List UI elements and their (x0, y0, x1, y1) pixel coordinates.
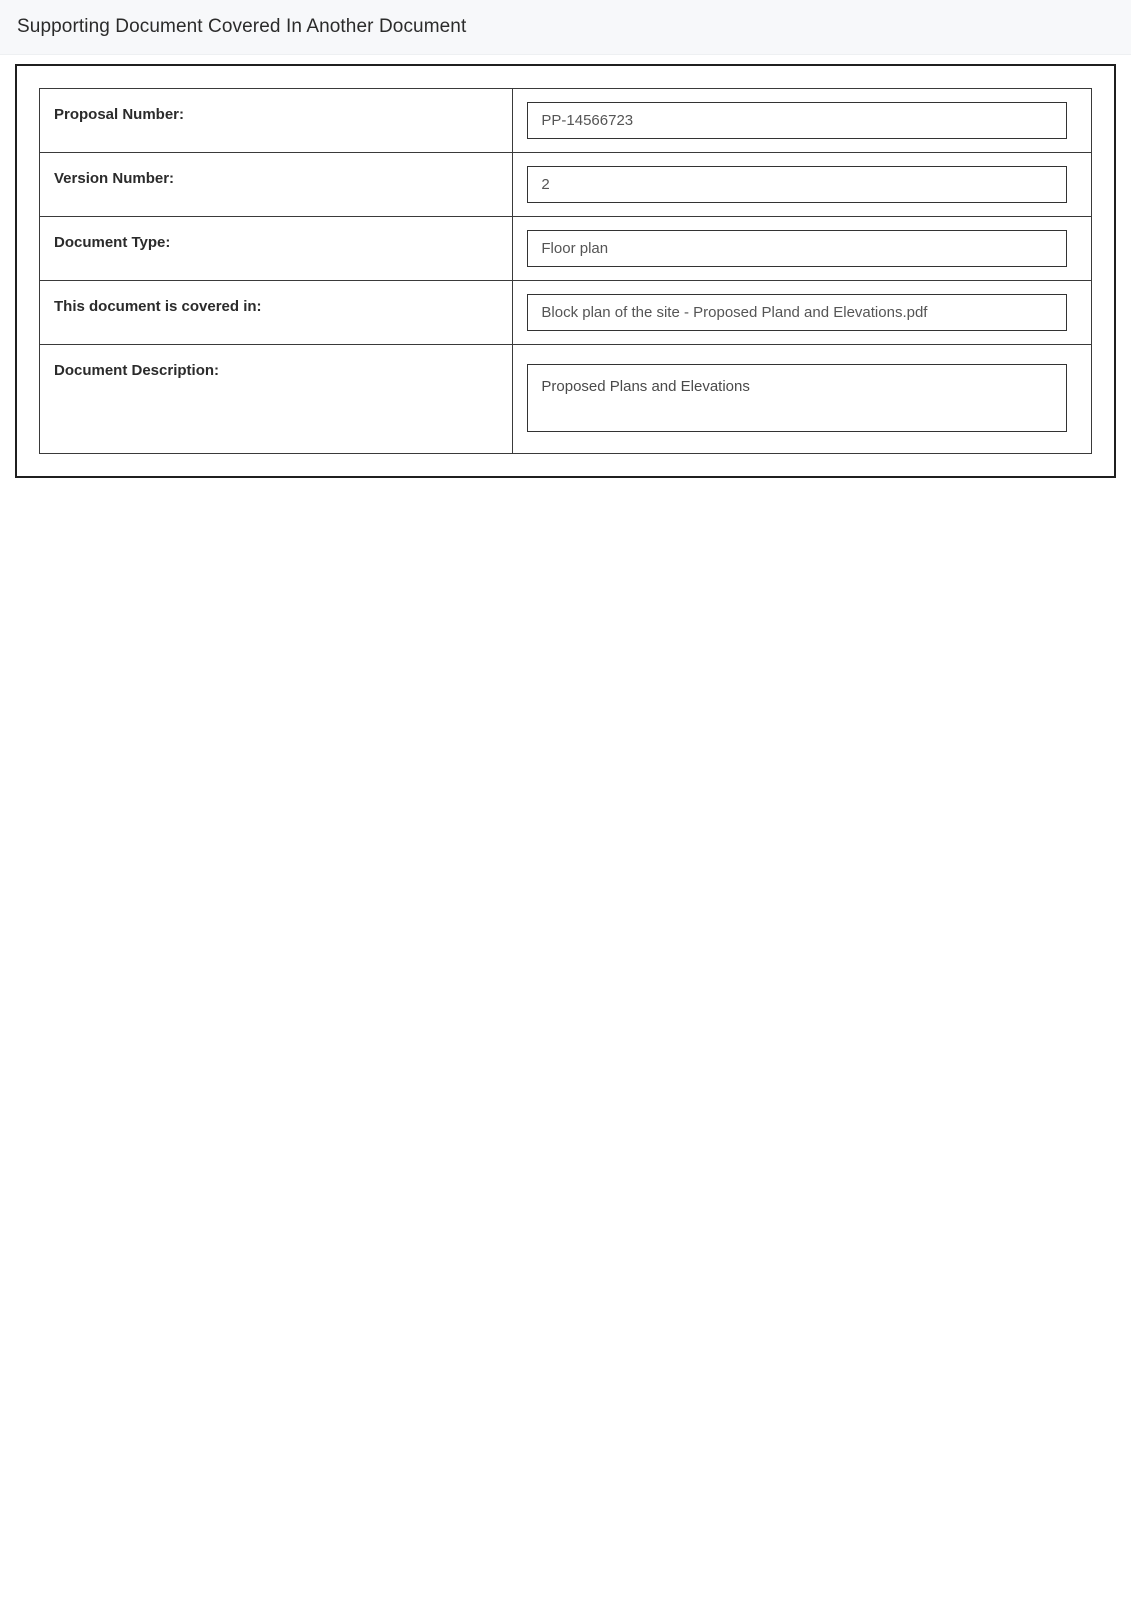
page-title: Supporting Document Covered In Another Document (17, 16, 467, 37)
table-row-version-number (40, 153, 1092, 217)
version-number-label: Version Number: (40, 153, 513, 217)
table-row-document-type (40, 217, 1092, 281)
document-description-textarea[interactable] (527, 364, 1067, 432)
page-header (0, 0, 1131, 55)
covered-in-value-cell (513, 281, 1092, 345)
covered-in-label: This document is covered in: (40, 281, 513, 345)
proposal-number-value-cell (513, 89, 1092, 153)
table-row-proposal-number (40, 89, 1092, 153)
document-description-value-cell (513, 345, 1092, 454)
document-details-table (39, 88, 1092, 454)
version-number-value-cell (513, 153, 1092, 217)
version-number-input[interactable] (527, 166, 1067, 203)
covered-in-input[interactable] (527, 294, 1067, 331)
table-row-covered-in (40, 281, 1092, 345)
document-type-label: Document Type: (40, 217, 513, 281)
table-row-document-description (40, 345, 1092, 454)
document-description-label: Document Description: (40, 345, 513, 454)
proposal-number-label: Proposal Number: (40, 89, 513, 153)
proposal-number-input[interactable] (527, 102, 1067, 139)
document-type-input[interactable] (527, 230, 1067, 267)
document-type-value-cell (513, 217, 1092, 281)
supporting-document-panel (15, 64, 1116, 478)
